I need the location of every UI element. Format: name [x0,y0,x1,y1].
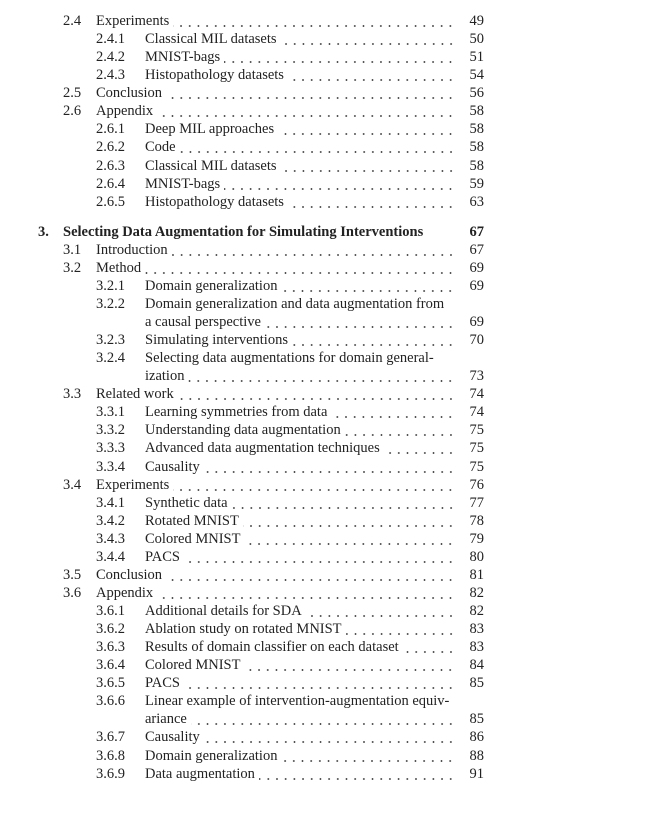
page-number: 83 [469,621,484,638]
section-title-line [145,638,455,656]
dot-leader [204,458,455,476]
page-number: 69 [469,259,484,276]
section-title-line [145,48,455,66]
page-number: 58 [469,103,484,120]
page-number: 63 [469,193,484,210]
section-number: 3.3.3 [96,440,125,457]
dot-leader [278,120,455,138]
page-number: 77 [469,494,484,511]
section-number: 3.5 [63,566,82,583]
page-number: 67 [469,223,484,240]
section-number: 3.1 [63,241,82,258]
section-title: Synthetic data [145,494,228,511]
section-title: Classical MIL datasets [145,31,277,48]
section-number: 3.6.1 [96,603,125,619]
dot-leader [166,84,455,102]
toc-entry[interactable] [0,692,653,710]
page-number: 91 [469,765,484,782]
page-number: 84 [469,657,484,674]
page-number: 58 [469,139,484,156]
toc-entry[interactable] [0,48,653,66]
section-title-line [145,548,455,566]
section-title: Data augmentation [145,765,255,782]
section-title-line [96,566,455,584]
dot-leader [244,656,455,674]
section-title: Rotated MNIST [145,512,239,529]
section-title: Histopathology datasets [145,193,284,210]
dot-leader [191,710,455,728]
toc-entry[interactable] [0,193,653,211]
section-title-line [145,120,455,138]
page-number: 74 [469,386,484,403]
section-title-line [145,175,455,193]
dot-leader [184,548,455,566]
toc-entry[interactable] [0,548,653,566]
section-number: 3.3.4 [96,458,125,475]
section-number: 3.2 [63,259,82,276]
section-number: 3.2.1 [96,277,125,294]
section-title-line [96,12,455,30]
dot-leader [281,277,455,295]
section-number: 2.4.3 [96,67,125,84]
dot-leader [259,765,455,783]
section-title-line [145,439,455,457]
section-number: 2.6.3 [96,157,125,174]
toc-entry[interactable] [0,765,653,783]
section-title: Selecting data augmentations for domain general- [145,350,434,367]
section-title-line [96,84,455,102]
section-title-line [145,620,455,638]
section-number: 2.5 [63,85,82,102]
section-title: Additional details for SDA [145,603,302,619]
dot-leader [346,620,455,638]
section-title: Classical MIL datasets [145,157,277,174]
section-title: ariance [145,711,187,728]
toc-entry[interactable] [0,656,653,674]
toc-entry[interactable] [0,439,653,457]
page-number: 74 [469,404,484,421]
toc-entry[interactable] [0,530,653,548]
section-title: Domain generalization [145,747,278,764]
section-title: Causality [145,458,200,475]
section-title-line [145,728,455,746]
section-number: 3.6.5 [96,675,125,692]
section-number: 2.6 [63,103,82,120]
section-title: Histopathology datasets [145,67,284,84]
section-title-line [145,692,484,710]
dot-leader [288,193,455,211]
section-title-line [145,674,455,692]
section-title: ization [145,368,185,385]
page-number: 75 [469,422,484,439]
section-number: 2.6.5 [96,193,125,210]
section-number: 3.4.1 [96,494,125,511]
page-number: 78 [469,512,484,529]
page-number: 56 [469,85,484,102]
section-title-line [145,277,455,295]
page-number: 69 [469,314,484,330]
dot-leader [157,584,455,602]
page-number: 85 [469,711,484,728]
toc-entry[interactable] [0,566,653,584]
section-title: Domain generalization [145,277,278,294]
dot-leader [157,102,455,120]
section-number: 2.4 [63,13,82,29]
section-number: 3.2.3 [96,332,125,349]
section-number: 3.6.4 [96,657,125,674]
section-title-line [96,259,455,277]
section-number: 3.6 [63,584,82,601]
section-title: Experiments [96,476,170,493]
dot-leader [204,728,455,746]
page-number: 82 [469,603,484,619]
section-title: PACS [145,675,180,692]
toc-entry[interactable] [0,277,653,295]
section-title-line [145,331,455,349]
page-number: 51 [469,49,484,66]
dot-leader [232,494,455,512]
section-number: 3.6.2 [96,621,125,638]
section-number: 3.4.4 [96,548,125,565]
section-title: Deep MIL approaches [145,121,275,138]
section-title-line [145,157,455,175]
section-title: Related work [96,386,174,403]
toc-entry[interactable] [0,747,653,765]
toc-entry[interactable] [0,602,653,620]
page-number: 88 [469,747,484,764]
toc-entry[interactable] [0,120,653,138]
section-title: PACS [145,548,180,565]
section-title-line [96,102,455,120]
page-number: 82 [469,584,484,601]
page-number: 49 [469,13,484,29]
section-number: 3. [38,223,49,240]
dot-leader [243,512,455,530]
section-number: 2.6.1 [96,121,125,138]
toc-entry[interactable] [0,638,653,656]
toc-entry[interactable] [0,421,653,439]
table-of-contents [0,12,653,783]
toc-entry[interactable] [0,367,653,385]
toc-entry[interactable] [0,458,653,476]
toc-entry[interactable] [0,138,653,156]
section-number: 3.6.6 [96,693,125,710]
dot-leader [180,138,455,156]
dot-leader [244,530,455,548]
toc-entry[interactable] [0,403,653,421]
section-title-line [145,30,455,48]
toc-entry[interactable] [0,30,653,48]
page-number: 76 [469,476,484,493]
page-number: 59 [469,175,484,192]
page-number: 75 [469,440,484,457]
dot-leader [184,674,455,692]
page-number: 58 [469,121,484,138]
dot-leader [345,421,455,439]
toc-entry[interactable] [0,349,653,367]
section-title: Experiments [96,13,170,29]
section-number: 2.4.2 [96,49,125,66]
section-title-line [145,656,455,674]
toc-entry[interactable] [0,84,653,102]
dot-leader [173,12,455,30]
section-number: 3.3 [63,386,82,403]
section-title-line [145,458,455,476]
toc-entry[interactable] [0,157,653,175]
section-title-line [145,349,484,367]
toc-entry[interactable] [0,674,653,692]
section-number: 3.4.2 [96,512,125,529]
section-title-line [145,295,484,313]
section-title-line [145,602,455,620]
toc-entry[interactable] [0,102,653,120]
section-title: Domain generalization and data augmentation from [145,295,445,312]
section-title: Conclusion [96,85,163,102]
section-title: Understanding data augmentation [145,422,341,439]
section-number: 3.2.2 [96,295,125,312]
toc-entry[interactable] [0,710,653,728]
section-title-line [96,476,455,494]
section-title-line [96,385,455,403]
section-title-line [145,66,455,84]
section-number: 2.6.2 [96,139,125,156]
dot-leader [173,476,455,494]
section-number: 3.4.3 [96,530,125,547]
toc-entry[interactable] [0,175,653,193]
dot-leader [224,48,455,66]
toc-entry[interactable] [0,295,653,313]
toc-entry[interactable] [0,584,653,602]
page-number: 86 [469,729,484,746]
page-number: 85 [469,675,484,692]
section-title-line [63,223,484,241]
section-title: Simulating interventions [145,332,288,349]
page-number: 75 [469,458,484,475]
section-title: Causality [145,729,200,746]
dot-leader [281,157,455,175]
dot-leader [292,331,455,349]
section-title: MNIST-bags [145,175,221,192]
section-number: 3.4 [63,476,82,493]
toc-entry[interactable] [0,259,653,277]
section-title: Selecting Data Augmentation for Simulating Interventions [63,223,424,240]
dot-leader [306,602,455,620]
toc-chapter-entry[interactable] [0,223,653,241]
section-title-line [145,138,455,156]
section-title: Colored MNIST [145,530,241,547]
page-number: 50 [469,31,484,48]
section-title-line [145,494,455,512]
section-title: a causal perspective [145,314,261,330]
section-title-line [145,512,455,530]
section-title: Results of domain classifier on each dataset [145,639,399,656]
section-number: 3.6.9 [96,765,125,782]
dot-leader [178,385,455,403]
dot-leader [281,30,455,48]
dot-leader [331,403,455,421]
section-title: Linear example of intervention-augmentation equiv- [145,693,450,710]
page-number: 83 [469,639,484,656]
dot-leader [288,66,455,84]
dot-leader [384,439,455,457]
section-title-line [145,313,455,331]
dot-leader [224,175,455,193]
section-title-line [145,421,455,439]
dot-leader [403,638,455,656]
toc-entry[interactable] [0,66,653,84]
page-number: 69 [469,277,484,294]
toc-entry[interactable] [0,331,653,349]
section-title-line [145,530,455,548]
page-number: 79 [469,530,484,547]
section-number: 3.3.1 [96,404,125,421]
section-title: Appendix [96,103,154,120]
dot-leader [265,313,455,331]
toc-entry[interactable] [0,620,653,638]
section-number: 3.6.3 [96,639,125,656]
section-number: 3.6.8 [96,747,125,764]
section-title-line [145,747,455,765]
toc-entry[interactable] [0,476,653,494]
dot-leader [145,259,455,277]
section-title: MNIST-bags [145,49,221,66]
section-title-line [145,710,455,728]
section-number: 3.6.7 [96,729,125,746]
section-title: Advanced data augmentation techniques [145,440,380,457]
toc-entry[interactable] [0,241,653,259]
dot-leader [188,367,455,385]
section-title-line [96,584,455,602]
page-number: 70 [469,332,484,349]
section-number: 2.6.4 [96,175,125,192]
dot-leader [166,566,455,584]
section-title: Method [96,259,142,276]
section-title: Colored MNIST [145,657,241,674]
section-title: Code [145,139,176,156]
page-number: 67 [469,241,484,258]
section-title-line [145,765,455,783]
toc-entry[interactable] [0,494,653,512]
section-title: Appendix [96,584,154,601]
page-number: 54 [469,67,484,84]
section-number: 3.2.4 [96,350,125,367]
section-title: Ablation study on rotated MNIST [145,621,342,638]
section-number: 2.4.1 [96,31,125,48]
section-title-line [145,403,455,421]
page-number: 81 [469,566,484,583]
toc-entry[interactable] [0,12,653,30]
section-title-line [145,193,455,211]
section-title: Conclusion [96,566,163,583]
toc-entry[interactable] [0,385,653,403]
page-number: 73 [469,368,484,385]
section-title-line [145,367,455,385]
dot-leader [281,747,455,765]
toc-entry[interactable] [0,512,653,530]
page-number: 58 [469,157,484,174]
section-title: Learning symmetries from data [145,404,328,421]
section-title-line [96,241,455,259]
section-title: Introduction [96,241,168,258]
section-number: 3.3.2 [96,422,125,439]
dot-leader [172,241,455,259]
toc-entry[interactable] [0,313,653,331]
page-number: 80 [469,548,484,565]
toc-entry[interactable] [0,728,653,746]
